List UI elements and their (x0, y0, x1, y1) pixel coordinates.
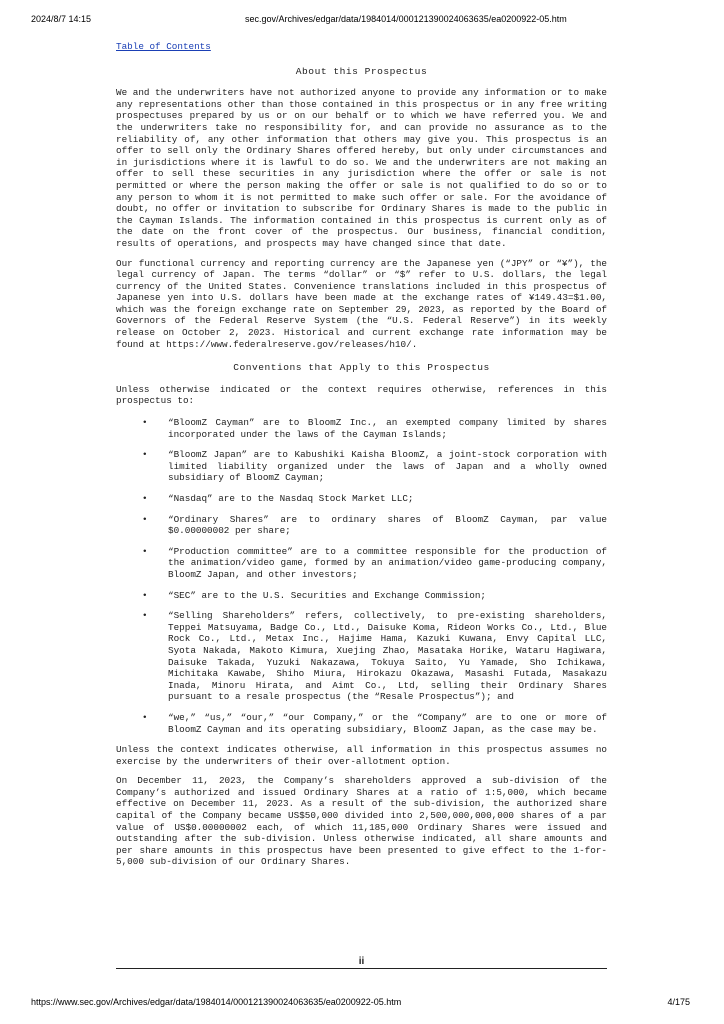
conventions-list (116, 417, 607, 735)
print-datetime: 2024/8/7 14:15 (31, 14, 92, 24)
browser-print-footer (0, 997, 724, 1009)
page-divider (116, 968, 607, 969)
bullet-icon: • (142, 545, 148, 557)
about-paragraph-1: We and the underwriters have not authorized anyone to provide any information or to make any representations other than those contained in this prospectus or in any free writing prospectuses prepared by us or on our behalf or to which we have referred you. We and the underwriters take no responsibility for, and can provide no assurance as to the reliability of, any other information that others may give you. This prospectus is an offer to sell only the Ordinary Shares offered hereby, but only under circumstances and in jurisdictions where it is lawful to do so. We and the underwriters are not making an offer to sell these securities in any jurisdiction where the offer or sale is not permitted or where the person making the offer or sale is not qualified to do so or to any person to whom it is not permitted to make such offer or sale. For the avoidance of doubt, no offer or invitation to subscribe for Ordinary Shares is made to the public in the Cayman Islands. The information contained in this prospectus is current only as of the date on the front cover of the prospectus. Our business, financial condition, results of operations, and prospects may have changed since that date. (116, 87, 607, 249)
bullet-icon: • (142, 711, 148, 723)
sub-division-paragraph: On December 11, 2023, the Company’s shareholders approved a sub-division of the Company’s authorized and issued Ordinary Shares at a ratio of 1:5,000, which became effective on December 11, 2023. As a result of the sub-division, the authorized share capital of the Company became US$50,000 divided into 2,500,000,000,000 shares of a par value of US$0.00000002 each, of which 11,185,000 Ordinary Shares were issued and outstanding after the sub-division. Unless otherwise indicated, all share amounts and per share amounts in this prospectus have been presented to give effect to the 1-for-5,000 sub-division of our Ordinary Shares. (116, 775, 607, 868)
list-item: • “Ordinary Shares” are to ordinary shares of BloomZ Cayman, par value $0.00000002 per share; (142, 513, 607, 537)
table-of-contents-link[interactable]: Table of Contents (116, 41, 211, 52)
list-item: • “BloomZ Japan” are to Kabushiki Kaisha BloomZ, a joint-stock corporation with limited liability organized under the laws of Japan and a wholly owned subsidiary of BloomZ Cayman; (142, 449, 607, 484)
list-item: • “Nasdaq” are to the Nasdaq Stock Market LLC; (142, 493, 414, 504)
conventions-intro: Unless otherwise indicated or the context requires otherwise, references in this prospectus to: (116, 383, 607, 407)
over-allotment-paragraph: Unless the context indicates otherwise, all information in this prospectus assumes no exercise by the underwriters of their over-allotment option. (116, 744, 607, 767)
bullet-icon: • (142, 589, 148, 601)
page-number: ii (358, 956, 365, 967)
document-body (116, 41, 607, 876)
list-item: • “we,” “us,” “our,” “our Company,” or the “Company” are to one or more of BloomZ Cayman and its operating subsidiary, BloomZ Japan, as the case may be. (142, 711, 607, 735)
bullet-icon: • (142, 610, 148, 622)
print-footer-url: https://www.sec.gov/Archives/edgar/data/1984014/000121390024063635/ea0200922-05.htm (31, 997, 402, 1007)
list-item: • “SEC” are to the U.S. Securities and Exchange Commission; (142, 589, 487, 601)
conventions-heading: Conventions that Apply to this Prospectus (233, 362, 490, 374)
list-item: • “BloomZ Cayman” are to BloomZ Inc., an exempted company limited by shares incorporated under the laws of the Cayman Islands; (142, 417, 607, 440)
list-item: • “Production committee” are to a committee responsible for the production of the animation/video game, formed by an animation/video game-producing company, BloomZ Japan, and other investors; (142, 545, 607, 580)
list-item: • “Selling Shareholders” refers, collectively, to pre-existing shareholders, Teppei Matsuyama, Badge Co., Ltd., Daisuke Koma, Rideon Works Co., Ltd., Blue Rock Co., Ltd., Metax Inc., Hajime Hama, Kazuki Kuwana, Envy Capital LLC, Syota Nakada, Makoto Kimura, Xuejing Zhao, Masataka Horike, Wataru Hagiwara, Daisuke Takada, Yuzuki Nakazawa, Tokuya Saito, Yu Yamade, Sho Ichikawa, Michitaka Kawabe, Shiho Miura, Hirokazu Okazawa, Masashi Futada, Masakazu Inada, Minoru Hirata, and Aimt Co., Ltd, selling their Ordinary Shares pursuant to a resale prospectus (the “Resale Prospectus”); and (142, 610, 607, 703)
bullet-icon: • (142, 513, 148, 525)
bullet-icon: • (142, 493, 148, 504)
print-page-count: 4/175 (667, 997, 690, 1007)
print-header-path: sec.gov/Archives/edgar/data/1984014/000121390024063635/ea0200922-05.htm (245, 14, 567, 24)
bullet-icon: • (142, 449, 148, 461)
browser-print-header (0, 14, 724, 26)
about-paragraph-2: Our functional currency and reporting currency are the Japanese yen (“JPY” or “¥”), the legal currency of Japan. The terms “dollar” or “$” refer to U.S. dollars, the legal currency of the United States. Convenience translations included in this prospectus of Japanese yen into U.S. dollars have been made at the exchange rates of ¥149.43=$1.00, which was the foreign exchange rate on September 29, 2023, as reported by the Board of Governors of the Federal Reserve System (the “U.S. Federal Reserve”) in its weekly release on October 2, 2023. Historical and current exchange rate information may be found at https://www.federalreserve.gov/releases/h10/. (116, 257, 607, 350)
bullet-icon: • (142, 417, 148, 429)
about-heading: About this Prospectus (295, 65, 428, 77)
